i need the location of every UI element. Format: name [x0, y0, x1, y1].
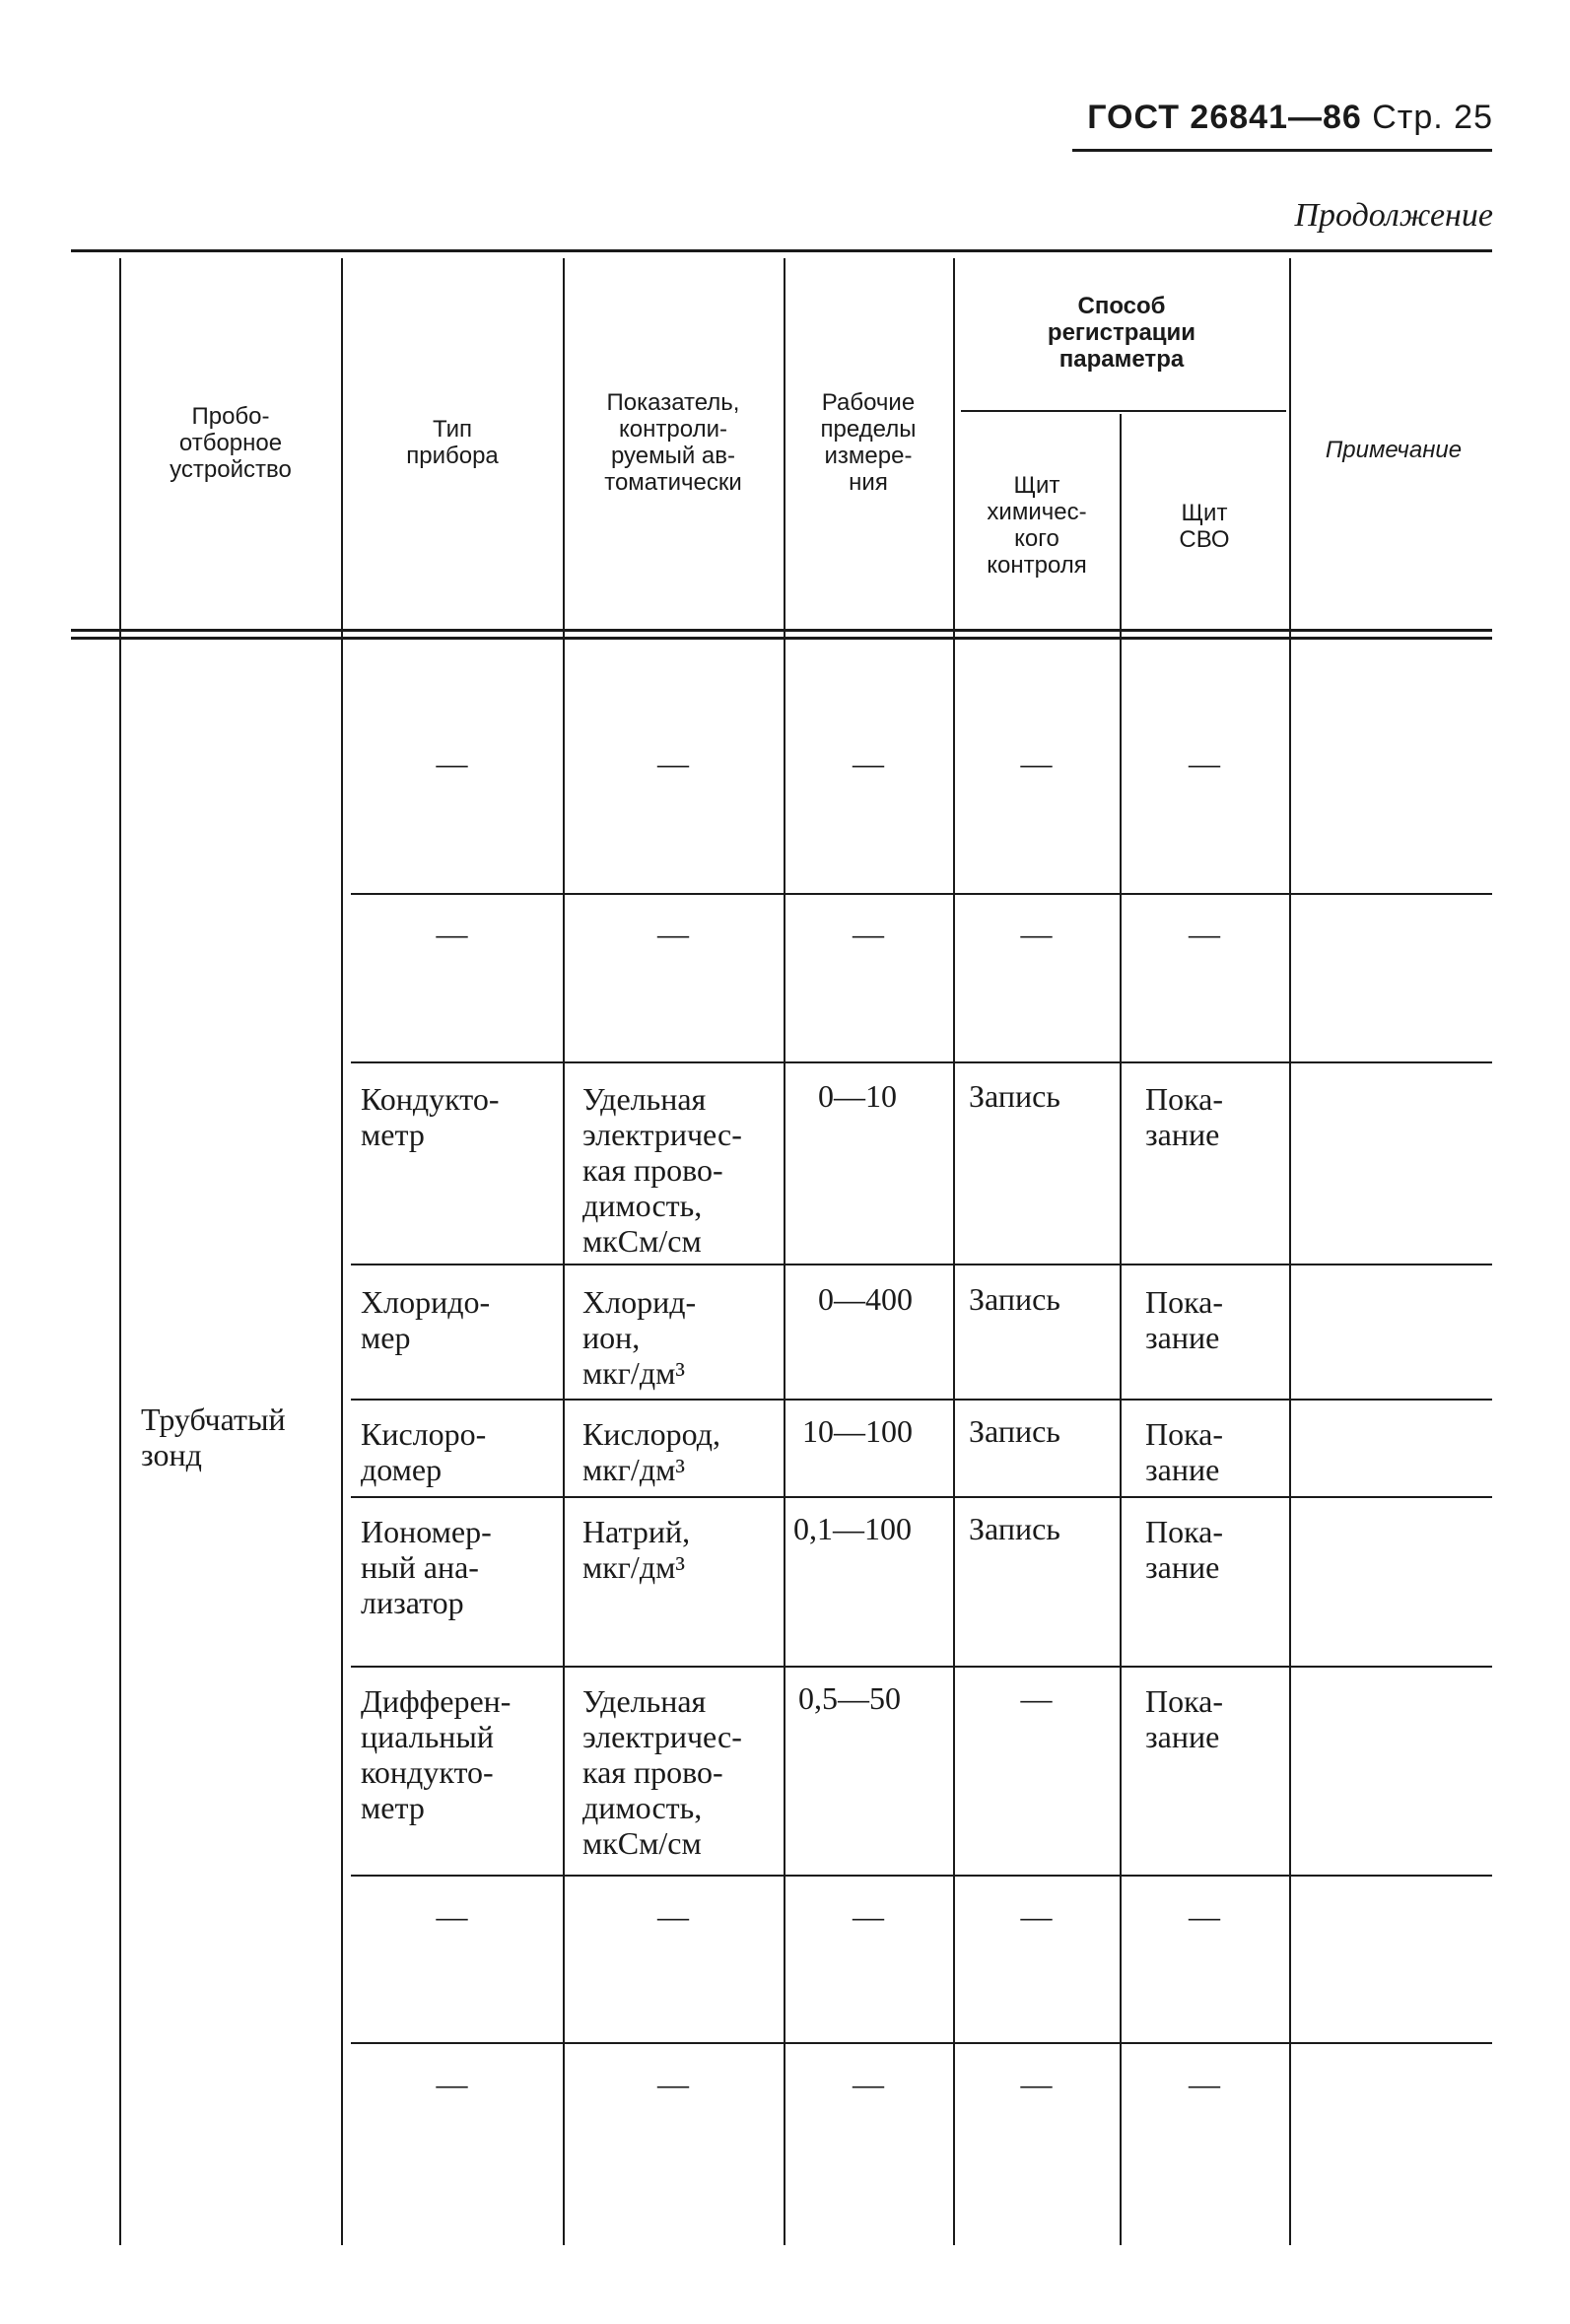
row-separator: [351, 2042, 1492, 2044]
svo-panel-cell: Пока- зание: [1145, 1284, 1224, 1355]
range-cell: 0—400: [818, 1281, 913, 1317]
col-header-note: Примечание: [1325, 437, 1463, 463]
page-number: Стр. 25: [1372, 99, 1493, 136]
range-cell: 0—10: [818, 1078, 897, 1114]
chem-panel-cell: —: [1020, 1680, 1053, 1716]
svo-panel-cell: Пока- зание: [1145, 1683, 1224, 1754]
col-header-device-type: Тип прибора: [406, 416, 499, 469]
svo-panel-cell: Пока- зание: [1145, 1081, 1224, 1152]
col-header-registration: Способ регистрации параметра: [1047, 293, 1196, 373]
row-separator: [351, 1496, 1492, 1498]
row-separator: [351, 1264, 1492, 1265]
header-double-rule: [71, 629, 1492, 632]
indicator-cell: Кислород, мкг/дм³: [582, 1416, 720, 1487]
data-table: Пробо- отборное устройство Тип прибора Показатель, контроли- руемый ав- томатически Рабочие пределы измере- ния Способ регистрации параметра Щит химичес- кого контроля Щит СВО Примечание Трубчатый зонд — — — — — — — — — — Кондукто- метр Удельная электричес- кая прово- димость, мкСм/см 0—10 Запись Пока- зание Хлоридо- мер Хлорид- ион, мкг/дм³ 0—400 Запись Пока- зание Кислоро- домер Кислород, мкг/дм³ 10—100 Запись Пока- зание Иономер- ный ана- лизатор Натрий, мкг/дм³ 0,1—100 Запись Пока- зание Дифферен- циальный кондукто- метр Удельная электричес- кая прово- димость, мкСм/см 0,5—50 — Пока- зание — — — — — — — — — —: [0, 0, 1570, 2324]
chem-panel-cell: Запись: [969, 1413, 1060, 1449]
continuation-label: Продолжение: [1294, 197, 1493, 234]
indicator-cell: Натрий, мкг/дм³: [582, 1514, 691, 1585]
chem-panel-cell: Запись: [969, 1281, 1060, 1317]
svo-panel-cell: Пока- зание: [1145, 1514, 1224, 1585]
col-header-sampling-device: Пробо- отборное устройство: [170, 403, 292, 483]
indicator-cell: Хлорид- ион, мкг/дм³: [582, 1284, 697, 1391]
row-separator: [351, 1399, 1492, 1401]
sampling-device-value: Трубчатый зонд: [141, 1401, 286, 1472]
indicator-cell: Удельная электричес- кая прово- димость, мкСм/см: [582, 1081, 742, 1259]
device-type-cell: Иономер- ный ана- лизатор: [361, 1514, 492, 1620]
chem-panel-cell: Запись: [969, 1078, 1060, 1114]
svo-panel-cell: Пока- зание: [1145, 1416, 1224, 1487]
table-top-rule: [71, 249, 1492, 252]
col-header-svo-panel: Щит СВО: [1179, 500, 1230, 553]
row-separator: [351, 1875, 1492, 1877]
range-cell: 10—100: [802, 1413, 913, 1449]
indicator-cell: Удельная электричес- кая прово- димость, мкСм/см: [582, 1683, 742, 1861]
col-header-indicator: Показатель, контроли- руемый ав- томатически: [604, 389, 742, 496]
device-type-cell: Дифферен- циальный кондукто- метр: [361, 1683, 512, 1825]
range-cell: 0,5—50: [798, 1680, 901, 1716]
col-header-chem-panel: Щит химичес- кого контроля: [987, 472, 1087, 579]
col-header-range: Рабочие пределы измере- ния: [820, 389, 917, 496]
device-type-cell: Кондукто- метр: [361, 1081, 500, 1152]
row-separator: [351, 1666, 1492, 1668]
row-separator: [351, 893, 1492, 895]
device-type-cell: Кислоро- домер: [361, 1416, 487, 1487]
device-type-cell: Хлоридо- мер: [361, 1284, 491, 1355]
row-separator: [351, 1061, 1492, 1063]
range-cell: 0,1—100: [793, 1511, 912, 1546]
chem-panel-cell: Запись: [969, 1511, 1060, 1546]
standard-number: ГОСТ 26841—86: [1087, 99, 1362, 136]
